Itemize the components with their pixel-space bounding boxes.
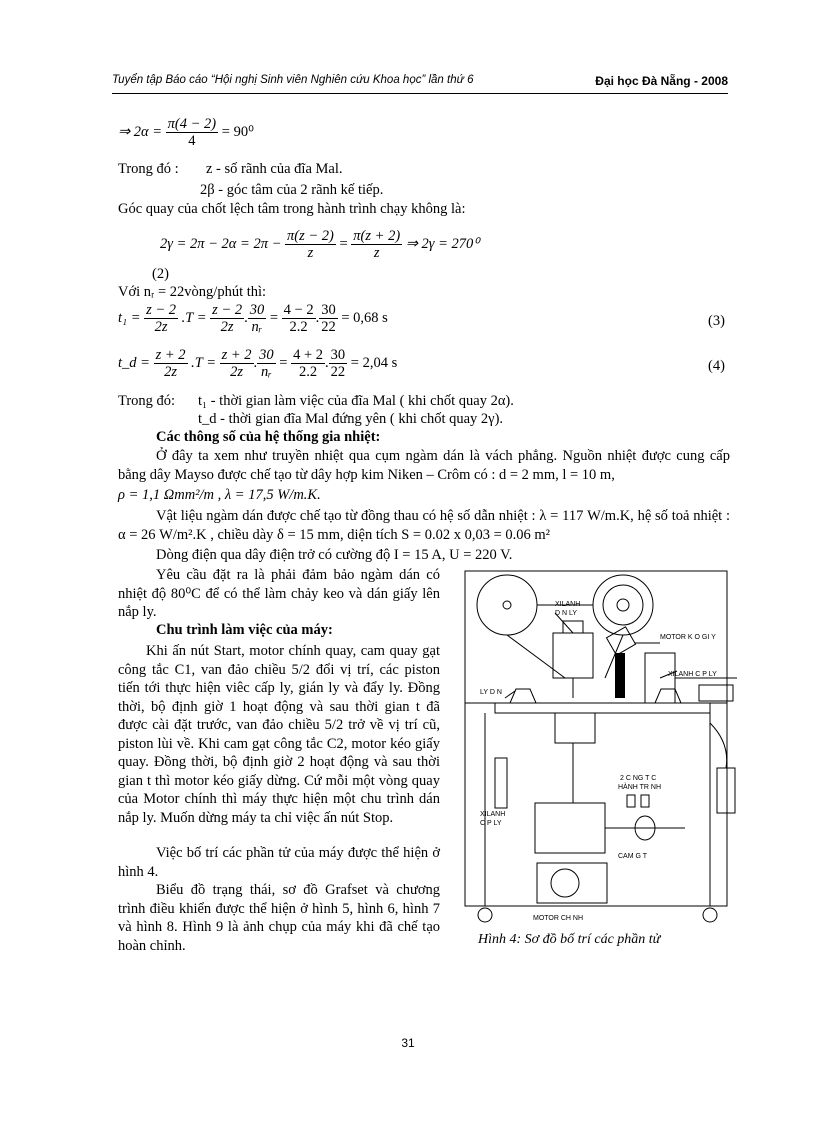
eq3-f3 <box>248 302 267 335</box>
eq3-f1d: 2z <box>154 319 168 335</box>
eq4-f3n: 30 <box>259 347 274 363</box>
eq4-label: (4) <box>708 358 725 374</box>
page-number: 31 <box>401 1036 415 1050</box>
eq4-f3d: nᵣ <box>261 364 272 380</box>
eq4-mid: .T = <box>191 354 216 371</box>
heat-paragraph-2: Vật liệu ngàm dán được chế tạo từ đồng thau có hệ số dẫn nhiệt : λ = 117 W/m.K, hệ số toả nhiệt : α = 26 W/m².K , chiều dày δ = 15 mm, diện tích S = 0.02 x 0,03 = 0.06 m² <box>118 508 730 543</box>
eq4-f4d: 2.2 <box>299 364 318 380</box>
eq4-f1 <box>154 347 188 380</box>
eq3-f1n: z − 2 <box>146 302 177 318</box>
where1-beta: 2β - góc tâm của 2 rãnh kế tiếp. <box>200 182 384 198</box>
eq3-f5d: 22 <box>321 319 336 335</box>
eq3-dot: . <box>244 309 248 326</box>
where1-lead: Trong đó : <box>118 161 179 177</box>
where1-z: z - số rãnh của đĩa Mal. <box>206 161 343 177</box>
eq4-f5n: 30 <box>330 347 346 363</box>
header-right: Đại học Đà Nẵng - 2008 <box>595 74 728 88</box>
eq4-f2n: z + 2 <box>221 347 252 363</box>
eq3-result: = 0,68 s <box>341 309 388 326</box>
label-xilanh-cap-ly-right: XILANH C P LY <box>668 671 717 678</box>
eq3-f2 <box>210 302 244 335</box>
figure-4 <box>455 563 745 926</box>
requirement-paragraph: Yêu cầu đặt ra là phải đảm bảo ngàm dán có nhiệt độ 80⁰C để có thể làm chảy keo và dán giấy lên nắp ly. <box>118 567 440 620</box>
eq3-f2n: z − 2 <box>212 302 243 318</box>
gamma-intro: Góc quay của chốt lệch tâm trong hành trình chạy không là: <box>118 201 466 217</box>
eq-gamma-frac2 <box>351 228 402 261</box>
eq3-mid: .T = <box>181 309 207 326</box>
label-ly-dan: LY D N <box>480 689 502 696</box>
label-xilanh-dan-ly-2: D N LY <box>555 610 578 617</box>
eq4-f4 <box>291 347 325 380</box>
eq-alpha-rhs: = 90⁰ <box>221 123 254 140</box>
eq3-f5 <box>319 302 338 335</box>
eq4-f1n: z + 2 <box>155 347 186 363</box>
cycle-heading: Chu trình làm việc của máy: <box>156 622 333 638</box>
eq4-lhs: t_d = <box>118 354 150 371</box>
where2-lead: Trong đó: <box>118 393 176 409</box>
label-cong-tac: 2 C NG T C <box>620 775 657 782</box>
eq4-f2 <box>220 347 254 380</box>
eq4-f3 <box>257 347 276 380</box>
eq4-result: = 2,04 s <box>350 354 398 371</box>
eq-gamma-frac1 <box>285 228 336 261</box>
equation-gamma <box>160 228 479 261</box>
heat-heading: Các thông số của hệ thống gia nhiệt: <box>156 429 381 445</box>
machine-layout-drawing <box>455 563 745 926</box>
eq-gamma-d1: z <box>307 245 314 261</box>
eq3-f1 <box>144 302 178 335</box>
equation-alpha <box>118 116 254 149</box>
eq-gamma-c: ⇒ 2γ = 270⁰ <box>405 235 480 252</box>
where2-t1: t₁ - thời gian làm việc của đĩa Mal ( khi chốt quay 2α). <box>198 393 514 409</box>
eq-alpha-num: π(4 − 2) <box>167 116 217 132</box>
eq-alpha-den: 4 <box>188 133 196 149</box>
eq3-lhs: t₁ = <box>118 309 141 326</box>
eq3-label: (3) <box>708 313 725 329</box>
running-header <box>112 74 728 92</box>
equation-4: t_d = $\frac{z + 2}{2z}$ .T = $\frac{z + 2}{2z}$ . $\frac{30}{\text{nᵣ}}$ = $\frac{4 + 2}{2.2}$ . $\frac{30}{22}$ = 2,04 s <box>118 347 398 380</box>
heat-paragraph-3: Dòng điện qua dây điện trở có cường độ I = 15 A, U = 220 V. <box>156 547 513 563</box>
label-xilanh-dan-ly: XILANH <box>555 601 581 608</box>
label-hanh-trinh: HÀNH TR NH <box>618 784 662 791</box>
diagram-paragraph: Biểu đồ trạng thái, sơ đồ Grafset và chương trình điều khiển được thể hiện ở hình 5, hình 6, hình 7 và hình 8. Hình 9 là ảnh chụp của máy khi đã chế tạo hoàn chỉnh. <box>118 882 440 954</box>
eq4-dot: . <box>253 354 258 371</box>
eq3-f4d: 2.2 <box>289 319 308 335</box>
eq3-f3d: nᵣ <box>251 319 263 335</box>
header-rule <box>112 93 728 94</box>
label-cam-gat: CAM G T <box>618 853 648 860</box>
eq-gamma-n2: π(z + 2) <box>353 228 401 244</box>
eq-gamma-n1: π(z − 2) <box>287 228 334 244</box>
label-xilanh-cap-ly-left: XILANH <box>480 811 506 818</box>
eq-gamma-d2: z <box>373 245 380 261</box>
eq4-f5 <box>329 347 348 380</box>
label-xilanh-cap-ly-left-2: C P LY <box>480 820 502 827</box>
eq3-f4n: 4 − 2 <box>283 302 314 318</box>
eq3-eq: = <box>269 309 279 326</box>
cycle-paragraph: Khi ấn nút Start, motor chính quay, cam quay gạt công tắc C1, van đảo chiều 5/2 đổi vị trí, các piston tiến tới thực hiện viêc cấp ly, gián ly và đẩy ly. Đồng thời, bộ định giờ 1 hoạt động và sau thời gian t đã được cài đặt trước, van đảo chiều 5/2 trở về vị trí cũ, piston lùi về. Khi cam gạt công tắc C2, motor kéo giấy quay. Đồng thời, bộ định giờ 2 hoạt động và sau thời gian t thì motor kéo giấy dừng. Cứ mỗi một vòng quay của Motor chính thì máy thực hiện một chu trình dán nắp ly. Muốn dừng máy ta chỉ việc ấn nút Stop. <box>118 643 440 826</box>
eq4-eq: = <box>279 354 288 371</box>
heat-paragraph-1b: ρ = 1,1 Ωmm²/m , λ = 17,5 W/m.K. <box>118 487 321 503</box>
heat-paragraph-1: Ở đây ta xem như truyền nhiệt qua cụm ngàm dán là vách phẳng. Nguồn nhiệt được cung cấp bằng dây Mayso được chế tạo từ dây hợp kim Niken – Crôm có : d = 2 mm, l = 10 m, <box>118 448 730 483</box>
eq-alpha-lhs: ⇒ 2α = <box>118 123 163 140</box>
eq-gamma-b: = <box>339 235 348 252</box>
eq3-f4 <box>282 302 316 335</box>
eq4-f5d: 22 <box>330 364 346 380</box>
eq3-f2d: 2z <box>220 319 234 335</box>
where2-td: t_d - thời gian đĩa Mal đứng yên ( khi chốt quay 2γ). <box>198 411 504 427</box>
nr-line: Với nᵣ = 22vòng/phút thì: <box>118 284 267 300</box>
equation-3: t₁ = $\frac{z - 2}{2z}$ .T = $\frac{z - 2}{2z}$ . $\frac{30}{\text{nᵣ}}$ = $\frac{4 - 2}{2.2}$ . $\frac{30}{22}$ = 0,68 s <box>118 302 388 335</box>
figure-caption: Hình 4: Sơ đồ bố trí các phần tử <box>478 932 661 947</box>
eq-alpha-fraction <box>166 116 218 149</box>
label-motor-chinh: MOTOR CH NH <box>533 915 584 922</box>
eq4-f1d: 2z <box>164 364 177 380</box>
label-motor-keo-giay: MOTOR K O GI Y <box>660 634 716 641</box>
eq4-f4n: 4 + 2 <box>293 347 324 363</box>
eq2-label: (2) <box>152 266 169 282</box>
eq4-f2d: 2z <box>230 364 244 380</box>
eq-gamma-a: 2γ = 2π − 2α = 2π − <box>160 235 282 252</box>
eq3-f3n: 30 <box>249 302 265 318</box>
eq3-f5n: 30 <box>321 302 336 318</box>
layout-paragraph: Việc bố trí các phần tử của máy được thể hiện ở hình 4. <box>118 845 440 880</box>
header-left: Tuyển tập Báo cáo “Hội nghị Sinh viên Nghiên cứu Khoa học” lần thứ 6 <box>112 74 474 86</box>
